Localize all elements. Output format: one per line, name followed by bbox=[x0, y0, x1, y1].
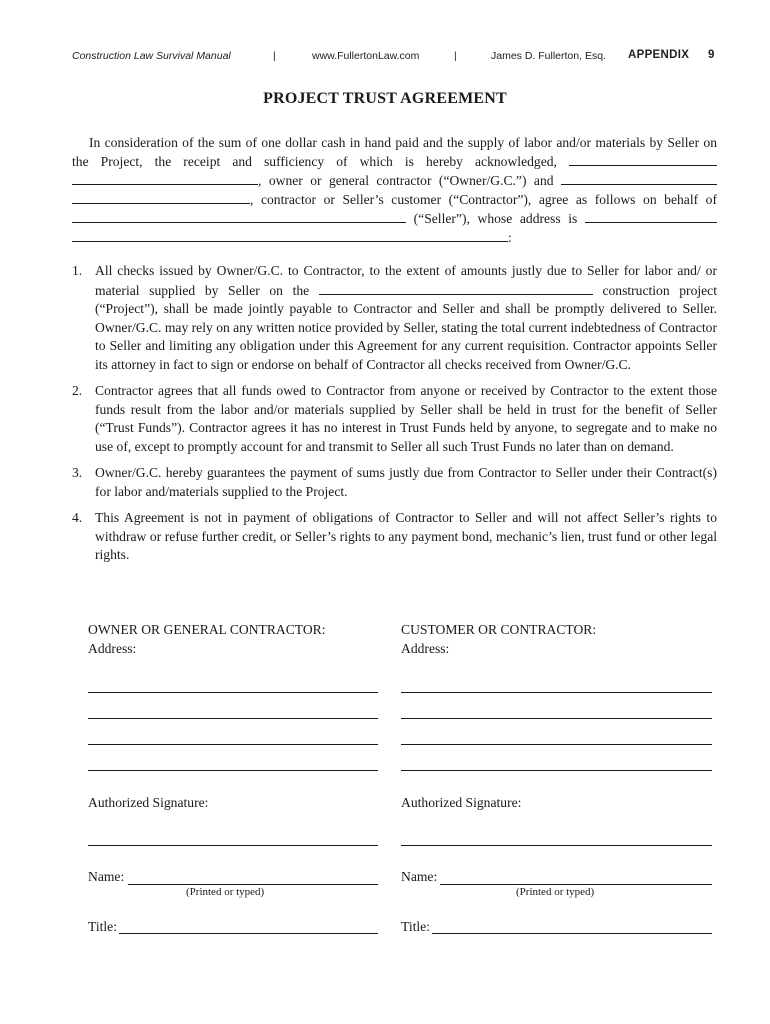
customer-title-line[interactable] bbox=[432, 933, 712, 934]
clause-text: This Agreement is not in payment of obligations of Contractor to Seller and will not affect Seller’s rights to withdraw or refuse further credit, or Seller’s rights to any payment bond, mechanic’s lien, trust fund or other legal rights. bbox=[95, 510, 717, 562]
customer-address-line-4[interactable] bbox=[401, 770, 712, 771]
customer-title-label: Title: bbox=[401, 919, 430, 934]
clause-text: Contractor agrees that all funds owed to Contractor from anyone or received by Contractor to the extent those funds result from the labor and/or materials supplied by Seller shall be held in trust for the benefit of Seller (“Trust Funds”). Contractor agrees it has no interest in Trust Funds held by anyone, to segregate and to make no use of, except to promptly account for and transmit to Seller all such Trust Funds no later than on demand. bbox=[95, 383, 717, 454]
clause-number: 3. bbox=[72, 465, 83, 480]
owner-name-label: Name: bbox=[88, 869, 125, 884]
owner-address-label: Address: bbox=[88, 641, 137, 656]
customer-printed-note: (Printed or typed) bbox=[516, 886, 595, 898]
owner-signature-label: Authorized Signature: bbox=[88, 795, 209, 810]
owner-name-line[interactable] bbox=[128, 884, 378, 885]
customer-address-line-3[interactable] bbox=[401, 744, 712, 745]
customer-heading: CUSTOMER OR CONTRACTOR: bbox=[401, 622, 597, 637]
document-title: PROJECT TRUST AGREEMENT bbox=[263, 90, 507, 107]
owner-title-line[interactable] bbox=[119, 933, 378, 934]
clause-item bbox=[72, 262, 717, 374]
customer-signature-label: Authorized Signature: bbox=[401, 795, 522, 810]
header-author: James D. Fullerton, Esq. bbox=[491, 50, 606, 62]
customer-address-label: Address: bbox=[401, 641, 450, 656]
intro-paragraph bbox=[72, 133, 717, 247]
header-separator: | bbox=[273, 50, 276, 62]
header-appendix: APPENDIX bbox=[628, 49, 690, 61]
customer-signature-line[interactable] bbox=[401, 845, 712, 846]
clause-text: All checks issued by Owner/G.C. to Contractor, to the extent of amounts justly due to Seller for labor and/ or material supplied by Seller on the bbox=[95, 263, 717, 298]
customer-address-line-1[interactable] bbox=[401, 692, 712, 693]
intro-text: In consideration of the sum of one dollar cash in hand paid and the supply of labor and/or materials by Seller on the Project, the receipt and sufficiency of which is hereby acknowledged, bbox=[72, 135, 717, 169]
owner-address-line-3[interactable] bbox=[88, 744, 378, 745]
owner-heading: OWNER OR GENERAL CONTRACTOR: bbox=[88, 622, 326, 637]
owner-blank-cont bbox=[72, 171, 258, 185]
owner-address-line-1[interactable] bbox=[88, 692, 378, 693]
owner-address-line-4[interactable] bbox=[88, 770, 378, 771]
address-blank-cont bbox=[72, 228, 508, 242]
clause-item bbox=[72, 464, 717, 501]
clauses-list bbox=[72, 262, 717, 573]
customer-name-line[interactable] bbox=[440, 884, 712, 885]
clause-item bbox=[72, 509, 717, 565]
owner-address-line-2[interactable] bbox=[88, 718, 378, 719]
intro-text: , contractor or Seller’s customer (“Contractor”), agree as follows on behalf of bbox=[250, 192, 717, 207]
customer-address-line-2[interactable] bbox=[401, 718, 712, 719]
owner-blank bbox=[569, 152, 717, 166]
header-manual-title: Construction Law Survival Manual bbox=[72, 50, 231, 62]
clause-number: 1. bbox=[72, 263, 83, 278]
page-header bbox=[72, 48, 722, 66]
header-separator: | bbox=[454, 50, 457, 62]
contractor-blank bbox=[561, 171, 717, 185]
address-blank bbox=[585, 209, 717, 223]
clause-number: 4. bbox=[72, 510, 83, 525]
owner-title-label: Title: bbox=[88, 919, 117, 934]
seller-blank bbox=[72, 209, 406, 223]
clause-text: construction project (“Project”), shall be made jointly payable to Contractor and Seller and shall be promptly delivered to Seller. Owner/G.C. may rely on any written notice provided by Seller, stating the total current indebtedness of Contractor to Seller and limiting any obligation under this Agreement for any current requisition. Contractor appoints Seller its attorney in fact to sign or endorse on behalf of Contractor all checks received from Owner/G.C. bbox=[95, 282, 717, 372]
page-number: 9 bbox=[708, 49, 715, 61]
customer-name-label: Name: bbox=[401, 869, 438, 884]
clause-number: 2. bbox=[72, 383, 83, 398]
intro-text: (“Seller”), whose address is bbox=[406, 211, 578, 226]
owner-signature-line[interactable] bbox=[88, 845, 378, 846]
intro-text: : bbox=[508, 230, 512, 245]
intro-text: , owner or general contractor (“Owner/G.C.”) and bbox=[258, 173, 554, 188]
contractor-blank-cont bbox=[72, 190, 250, 204]
owner-printed-note: (Printed or typed) bbox=[186, 886, 265, 898]
clause-item bbox=[72, 382, 717, 456]
clause-text: Owner/G.C. hereby guarantees the payment of sums justly due from Contractor to Seller under their Contract(s) for labor and/materials supplied to the Project. bbox=[95, 465, 717, 499]
project-blank bbox=[319, 281, 593, 295]
header-website: www.FullertonLaw.com bbox=[312, 50, 420, 62]
